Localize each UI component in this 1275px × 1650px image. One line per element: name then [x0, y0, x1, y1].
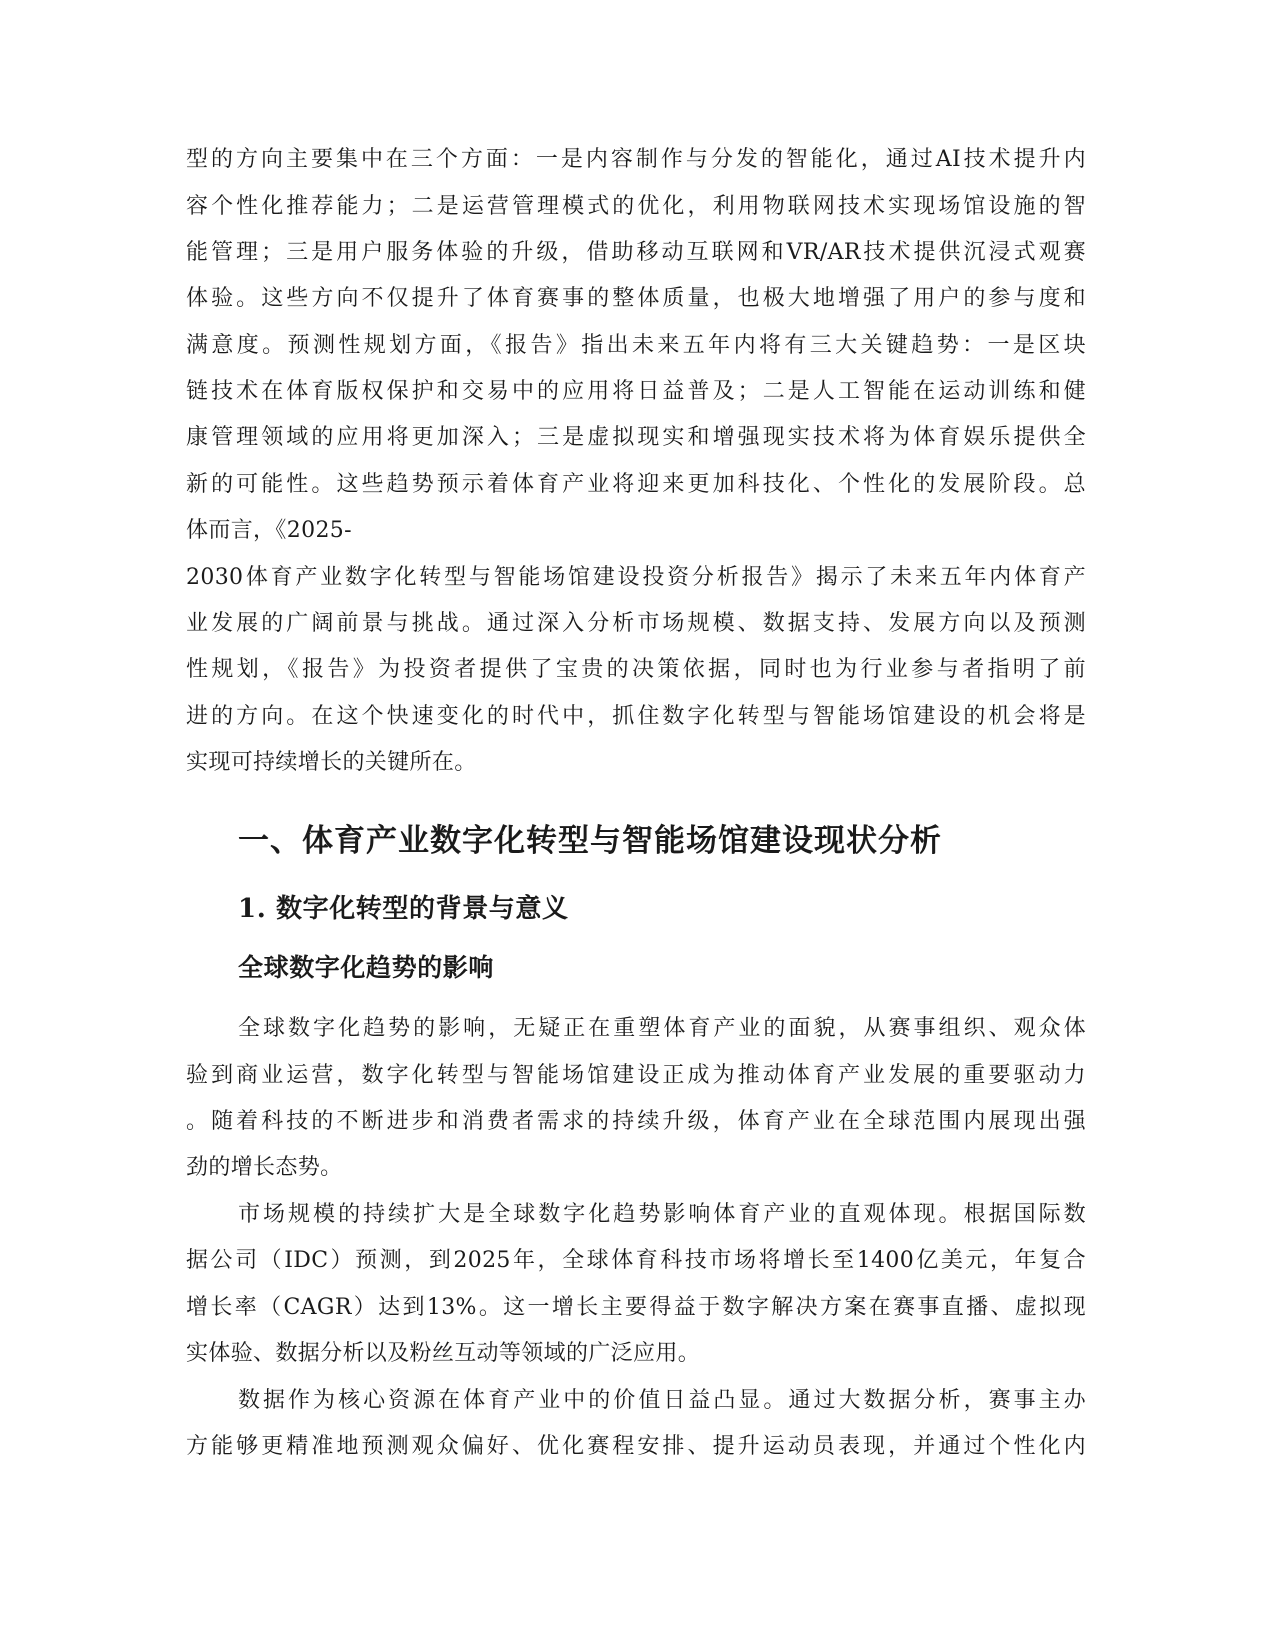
intro-line: 新的可能性。这些趋势预示着体育产业将迎来更加科技化、个性化的发展阶段。总	[186, 472, 1086, 497]
section-heading: 1. 数字化转型的背景与意义	[238, 894, 569, 924]
intro-line: 满意度。预测性规划方面，《报告》指出未来五年内将有三大关键趋势：一是区块	[186, 333, 1086, 358]
intro-line: 进的方向。在这个快速变化的时代中，抓住数字化转型与智能场馆建设的机会将是	[186, 704, 1086, 729]
intro-line: 体验。这些方向不仅提升了体育赛事的整体质量，也极大地增强了用户的参与度和	[186, 286, 1086, 311]
intro-line: 康管理领域的应用将更加深入；三是虚拟现实和增强现实技术将为体育娱乐提供全	[186, 425, 1086, 450]
subsection-heading: 全球数字化趋势的影响	[238, 953, 495, 982]
paragraph-line: 方能够更精准地预测观众偏好、优化赛程安排、提升运动员表现，并通过个性化内	[186, 1434, 1086, 1459]
intro-line: 2030体育产业数字化转型与智能场馆建设投资分析报告》揭示了未来五年内体育产	[186, 565, 1086, 590]
paragraph-line: 劲的增长态势。	[186, 1155, 343, 1180]
intro-line: 容个性化推荐能力；二是运营管理模式的优化，利用物联网技术实现场馆设施的智	[186, 194, 1086, 219]
intro-line: 业发展的广阔前景与挑战。通过深入分析市场规模、数据支持、发展方向以及预测	[186, 611, 1086, 636]
intro-line: 链技术在体育版权保护和交易中的应用将日益普及；二是人工智能在运动训练和健	[186, 379, 1086, 404]
intro-line: 性规划，《报告》为投资者提供了宝贵的决策依据，同时也为行业参与者指明了前	[186, 657, 1086, 682]
paragraph-line: 实体验、数据分析以及粉丝互动等领域的广泛应用。	[186, 1341, 701, 1366]
paragraph-line: 。随着科技的不断进步和消费者需求的持续升级，体育产业在全球范围内展现出强	[186, 1109, 1086, 1134]
intro-line: 实现可持续增长的关键所在。	[186, 750, 477, 775]
paragraph-line: 验到商业运营，数字化转型与智能场馆建设正成为推动体育产业发展的重要驱动力	[186, 1063, 1086, 1088]
paragraph-line: 数据作为核心资源在体育产业中的价值日益凸显。通过大数据分析，赛事主办	[238, 1388, 1086, 1413]
paragraph-line: 全球数字化趋势的影响，无疑正在重塑体育产业的面貌，从赛事组织、观众体	[238, 1016, 1086, 1041]
paragraph-line: 增长率（CAGR）达到13%。这一增长主要得益于数字解决方案在赛事直播、虚拟现	[186, 1295, 1086, 1320]
intro-line: 能管理；三是用户服务体验的升级，借助移动互联网和VR/AR技术提供沉浸式观赛	[186, 240, 1086, 265]
paragraph-line: 市场规模的持续扩大是全球数字化趋势影响体育产业的直观体现。根据国际数	[238, 1202, 1086, 1227]
paragraph-line: 据公司（IDC）预测，到2025年，全球体育科技市场将增长至1400亿美元，年复合	[186, 1248, 1086, 1273]
intro-line: 型的方向主要集中在三个方面：一是内容制作与分发的智能化，通过AI技术提升内	[186, 147, 1086, 172]
chapter-heading: 一、体育产业数字化转型与智能场馆建设现状分析	[238, 823, 942, 859]
intro-line: 体而言，《2025-	[186, 518, 352, 543]
